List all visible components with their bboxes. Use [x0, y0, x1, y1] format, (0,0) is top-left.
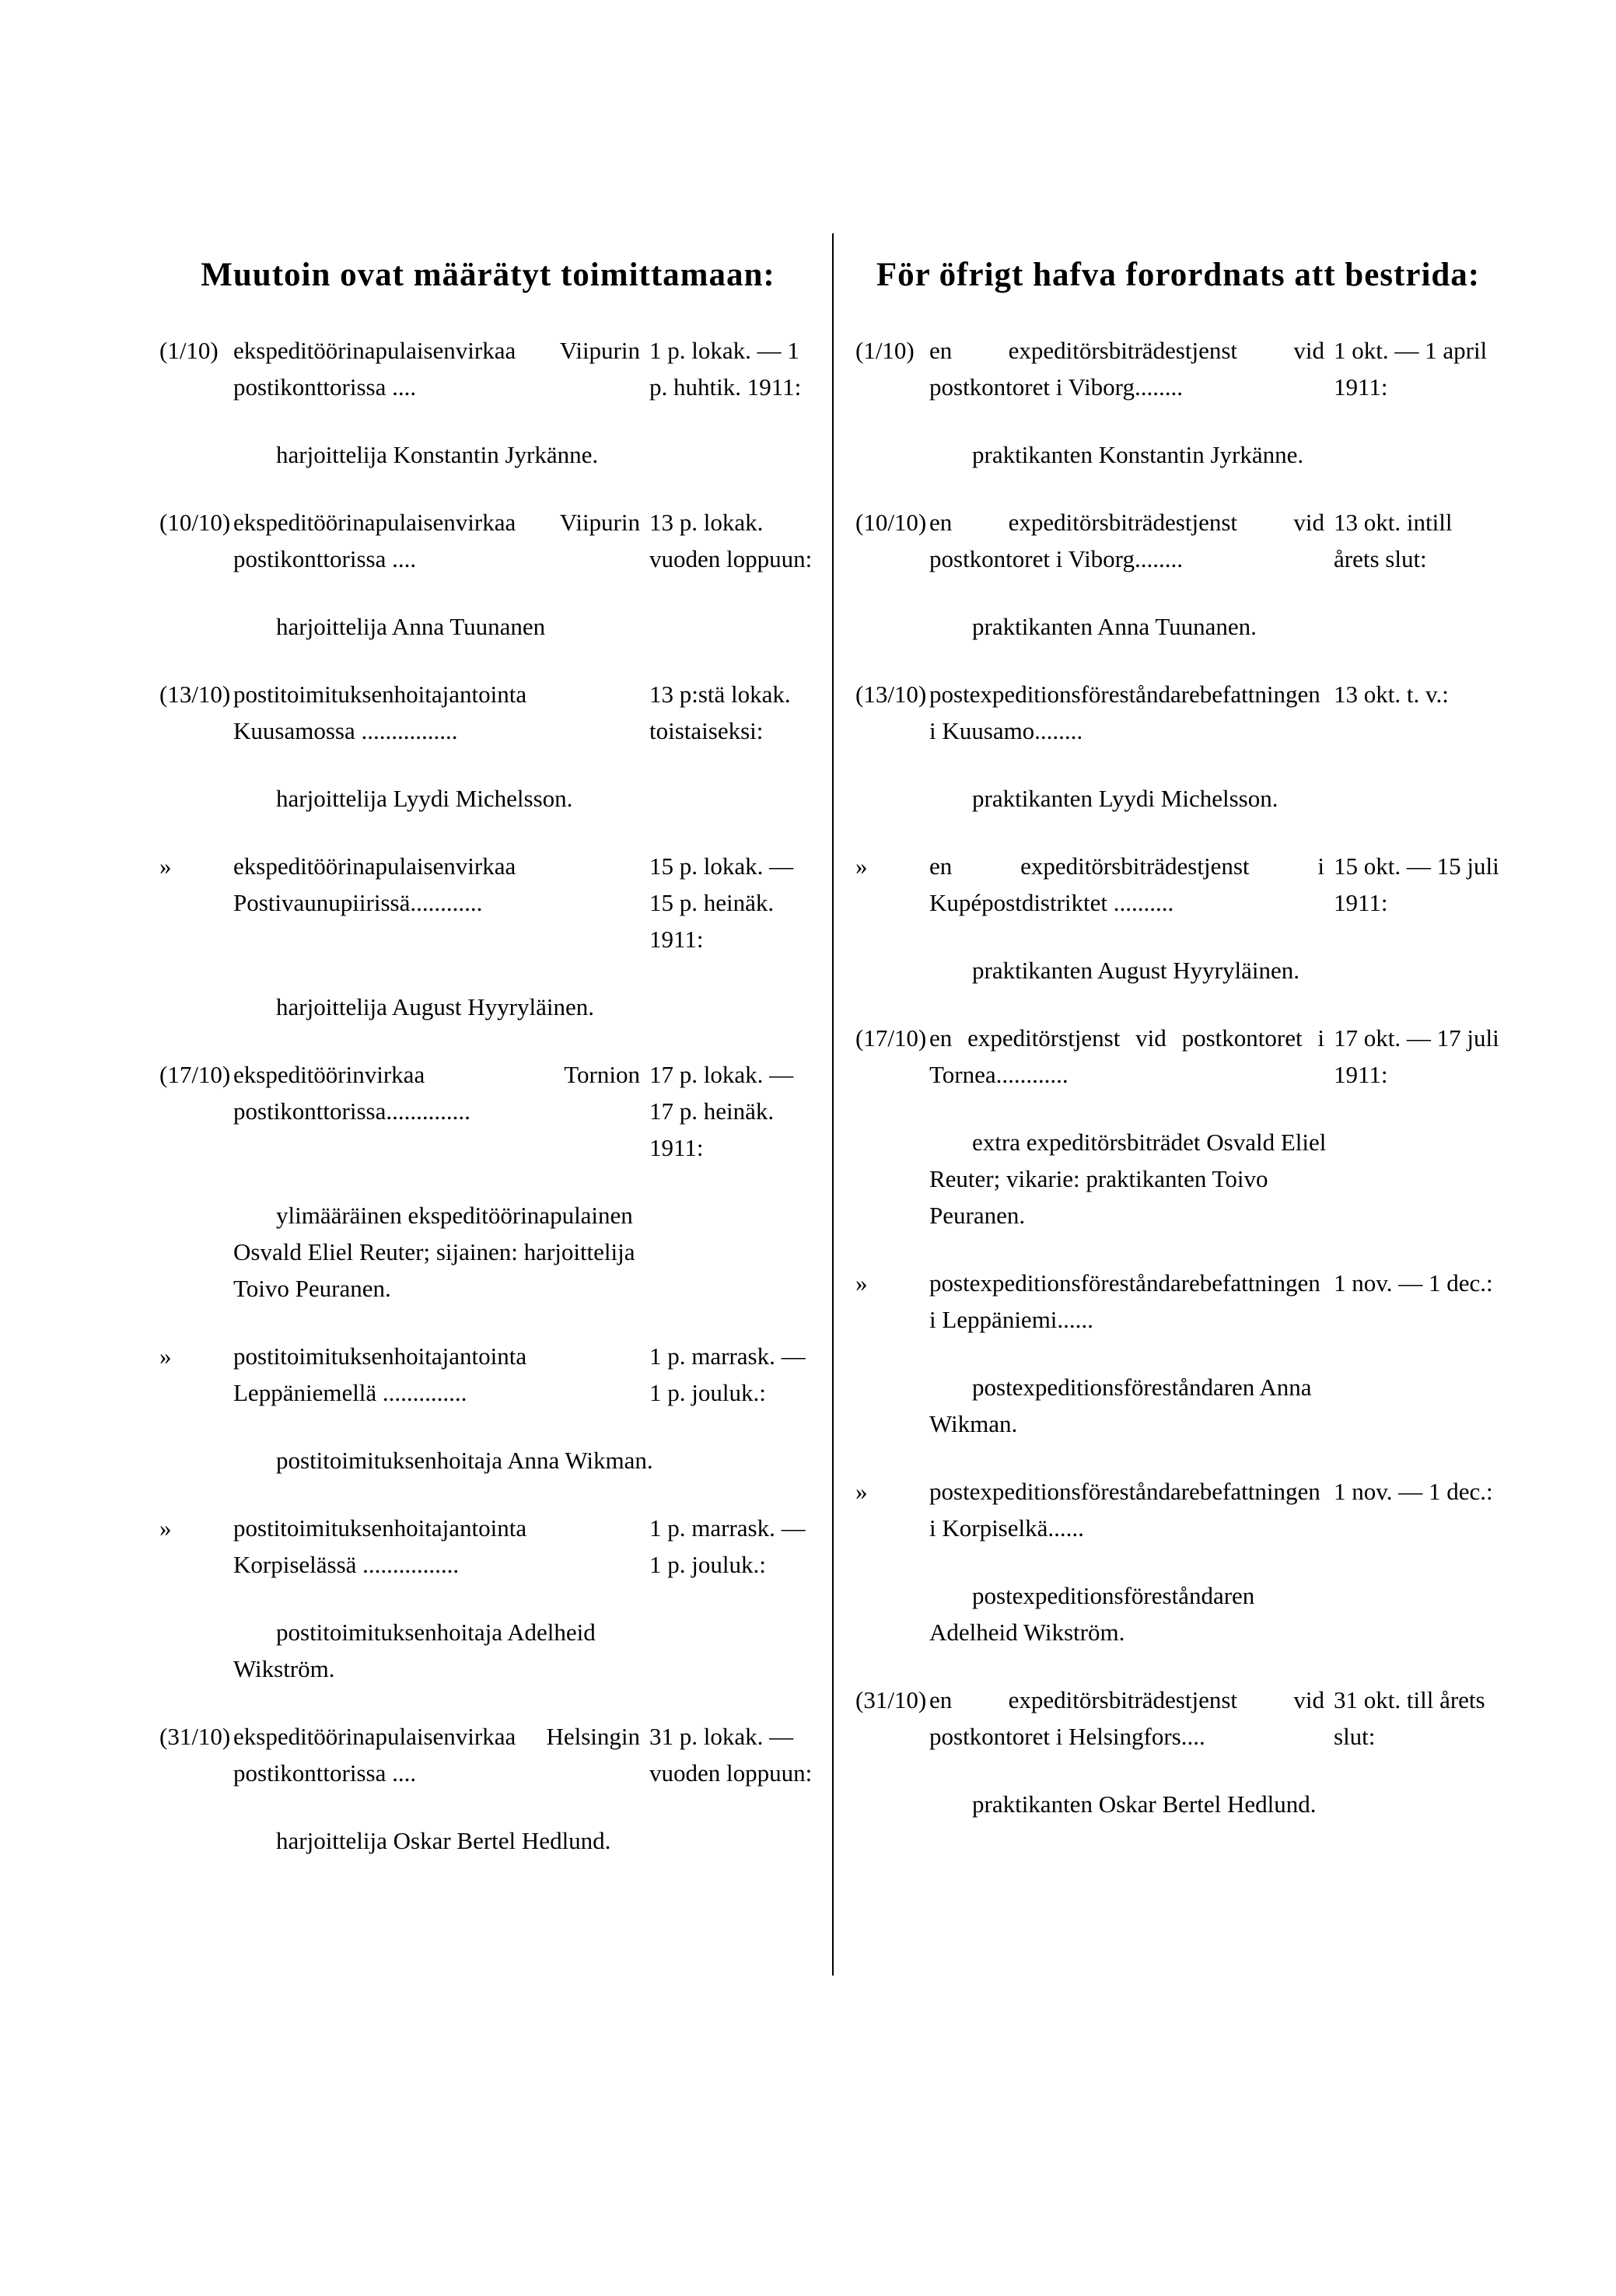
entry-term: 31 p. lokak. — vuoden loppuun: — [649, 1723, 813, 1787]
entry-holder: postexpeditionsföreståndaren Adelheid Wikström. — [929, 1582, 1255, 1646]
swedish-entry — [855, 676, 1501, 817]
entry-holder: ylimääräinen ekspeditöörinapulainen Osvald Eliel Reuter; sijainen: harjoittelija Toivo Peuranen. — [233, 1202, 635, 1302]
finnish-entry — [159, 1510, 817, 1687]
finnish-heading: Muutoin ovat määrätyt toimittamaan: — [201, 257, 775, 293]
swedish-entry — [855, 1020, 1501, 1234]
entry-duty: en expeditörsbiträdestjenst vid postkontoret i Viborg........ — [929, 337, 1324, 401]
entry-date: » — [159, 1514, 172, 1542]
entry-holder: praktikanten Lyydi Michelsson. — [972, 785, 1278, 812]
entry-term: 15 okt. — 15 juli 1911: — [1334, 852, 1499, 916]
entry-holder: praktikanten Anna Tuunanen. — [972, 613, 1257, 640]
entry-term: 17 okt. — 17 juli 1911: — [1334, 1024, 1499, 1088]
entry-duty: postexpeditionsföreståndarebefattningen i Kuusamo........ — [929, 681, 1320, 744]
entry-duty: ekspeditöörinapulaisenvirkaa Viipurin postikonttorissa .... — [233, 337, 640, 401]
entry-duty: ekspeditöörinapulaisenvirkaa Viipurin postikonttorissa .... — [233, 509, 640, 572]
entry-holder: harjoittelija Lyydi Michelsson. — [276, 785, 573, 812]
entry-holder: harjoittelija August Hyyryläinen. — [276, 993, 594, 1020]
entry-term: 1 p. lokak. — 1 p. huhtik. 1911: — [649, 337, 802, 401]
swedish-entry — [855, 332, 1501, 473]
entry-term: 13 okt. t. v.: — [1334, 681, 1449, 708]
entry-holder: praktikanten Oskar Bertel Hedlund. — [972, 1790, 1317, 1818]
entry-duty: postitoimituksenhoitajantointa Korpiselässä ................ — [233, 1514, 527, 1578]
entry-duty: postexpeditionsföreståndarebefattningen i Korpiselkä...... — [929, 1478, 1320, 1542]
finnish-entry — [159, 1056, 817, 1307]
finnish-column — [159, 257, 817, 1890]
entry-date: » — [855, 852, 868, 880]
swedish-heading: För öfrigt hafva forordnats att bestrida: — [876, 257, 1481, 293]
entry-holder: postexpeditionsföreståndaren Anna Wikman. — [929, 1374, 1312, 1437]
entry-term: 1 nov. — 1 dec.: — [1334, 1478, 1493, 1505]
swedish-column — [855, 257, 1501, 1853]
entry-duty: en expeditörsbiträdestjenst vid postkontoret i Helsingfors.... — [929, 1686, 1324, 1750]
entry-holder: postitoimituksenhoitaja Anna Wikman. — [276, 1447, 653, 1474]
entry-date: » — [159, 1342, 172, 1370]
entry-holder: harjoittelija Oskar Bertel Hedlund. — [276, 1827, 611, 1854]
entry-term: 17 p. lokak. — 17 p. heinäk. 1911: — [649, 1061, 794, 1161]
entry-term: 13 okt. intill årets slut: — [1334, 509, 1453, 572]
entry-term: 1 okt. — 1 april 1911: — [1334, 337, 1488, 401]
entry-duty: ekspeditöörinvirkaa Tornion postikonttorissa.............. — [233, 1061, 640, 1125]
entry-date: » — [159, 852, 172, 880]
entry-term: 1 nov. — 1 dec.: — [1334, 1269, 1493, 1297]
entry-duty: ekspeditöörinapulaisenvirkaa Postivaunupiirissä............ — [233, 852, 516, 916]
entry-holder: harjoittelija Anna Tuunanen — [276, 613, 546, 640]
entry-duty: ekspeditöörinapulaisenvirkaa Helsingin postikonttorissa .... — [233, 1723, 640, 1787]
entry-date: » — [855, 1269, 868, 1297]
entry-term: 31 okt. till årets slut: — [1334, 1686, 1485, 1750]
entry-term: 1 p. marrask. —1 p. jouluk.: — [649, 1514, 806, 1578]
entry-duty: postitoimituksenhoitajantointa Leppäniemellä .............. — [233, 1342, 527, 1406]
swedish-entry — [855, 504, 1501, 645]
entry-date: » — [855, 1478, 868, 1505]
entry-date: (1/10) — [855, 337, 915, 364]
finnish-entry — [159, 848, 817, 1025]
entry-term: 1 p. marrask. —1 p. jouluk.: — [649, 1342, 806, 1406]
finnish-entry — [159, 1338, 817, 1479]
entry-duty: postexpeditionsföreståndarebefattningen i Leppäniemi...... — [929, 1269, 1320, 1333]
entry-date: (1/10) — [159, 337, 219, 364]
entry-term: 15 p. lokak. — 15 p. heinäk. 1911: — [649, 852, 794, 953]
finnish-entry — [159, 504, 817, 645]
swedish-entry — [855, 848, 1501, 989]
entry-date: (10/10) — [855, 509, 927, 536]
entry-duty: en expeditörsbiträdestjenst i Kupépostdistriktet .......... — [929, 852, 1324, 916]
swedish-entry — [855, 1265, 1501, 1442]
entry-holder: extra expeditörsbiträdet Osvald Eliel Reuter; vikarie: praktikanten Toivo Peuranen. — [929, 1129, 1327, 1229]
entry-holder: praktikanten Konstantin Jyrkänne. — [972, 441, 1304, 468]
entry-holder: harjoittelija Konstantin Jyrkänne. — [276, 441, 599, 468]
entry-date: (31/10) — [159, 1723, 231, 1750]
swedish-entry — [855, 1473, 1501, 1650]
entry-date: (10/10) — [159, 509, 231, 536]
entry-duty: en expeditörsbiträdestjenst vid postkontoret i Viborg........ — [929, 509, 1324, 572]
entry-term: 13 p:stä lokak. toistaiseksi: — [649, 681, 791, 744]
finnish-entry — [159, 676, 817, 817]
column-divider — [832, 233, 834, 1976]
swedish-entry — [855, 1682, 1501, 1822]
entry-term: 13 p. lokak. vuoden loppuun: — [649, 509, 813, 572]
finnish-entry — [159, 1718, 817, 1859]
finnish-entry — [159, 332, 817, 473]
entry-date: (13/10) — [159, 681, 231, 708]
entry-duty: en expeditörstjenst vid postkontoret i Tornea............ — [929, 1024, 1324, 1088]
entry-date: (13/10) — [855, 681, 927, 708]
entry-holder: postitoimituksenhoitaja Adelheid Wikström. — [233, 1619, 596, 1682]
entry-date: (17/10) — [855, 1024, 927, 1052]
entry-holder: praktikanten August Hyyryläinen. — [972, 957, 1299, 984]
entry-duty: postitoimituksenhoitajantointa Kuusamossa ................ — [233, 681, 527, 744]
entry-date: (17/10) — [159, 1061, 231, 1088]
entry-date: (31/10) — [855, 1686, 927, 1713]
